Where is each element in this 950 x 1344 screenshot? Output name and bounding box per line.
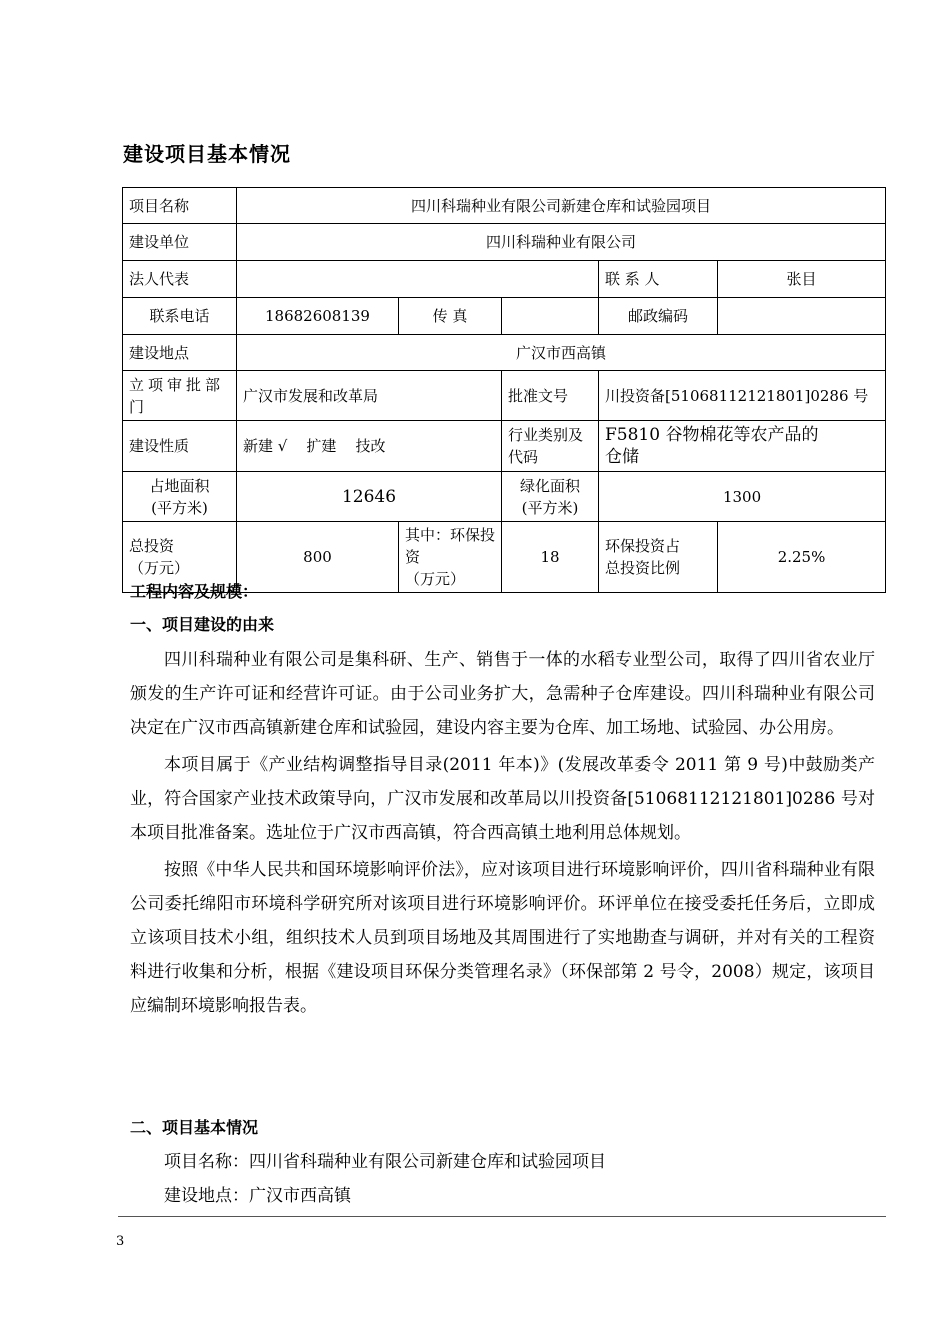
project-info-table	[122, 187, 886, 593]
phone-label: 联系电话	[123, 298, 237, 335]
env-invest-value: 18	[502, 522, 599, 593]
env-ratio-value: 2.25%	[718, 522, 886, 593]
fax-label: 传 真	[399, 298, 502, 335]
section-1-paragraph: 本项目属于《产业结构调整指导目录(2011 年本)》(发展改革委令 2011 第 9 号)中鼓励类产业，符合国家产业技术政策导向，广汉市发展和改革局以川投资备[51068112121801]0286 号对本项目批准备案。选址位于广汉市西高镇，符合西高镇土地利用总体规划。	[130, 755, 875, 843]
footer-divider	[118, 1216, 886, 1217]
section-1-paragraph: 按照《中华人民共和国环境影响评价法》，应对该项目进行环境影响评价，四川省科瑞种业有限公司委托绵阳市环境科学研究所对该项目进行环境影响评价。环评单位在接受委托任务后，立即成立该项目技术小组，组织技术人员到项目场地及其周围进行了实地勘查与调研，并对有关的工程资料进行收集和分析，根据《建设项目环保分类管理名录》（环保部第 2 号令，2008）规定，该项目应编制环境影响报告表。	[130, 860, 875, 1016]
total-invest-value: 800	[237, 522, 399, 593]
section-1-paragraph: 四川科瑞种业有限公司是集科研、生产、销售于一体的水稻专业型公司，取得了四川省农业厅颁发的生产许可证和经营许可证。由于公司业务扩大，急需种子仓库建设。四川科瑞种业有限公司决定在广汉市西高镇新建仓库和试验园，建设内容主要为仓库、加工场地、试验园、办公用房。	[130, 650, 875, 738]
nature-value: 新建 √ 扩建 技改	[237, 421, 502, 472]
legal-rep-label: 法人代表	[123, 261, 237, 298]
contact-value: 张目	[718, 261, 886, 298]
approval-dept-value: 广汉市发展和改革局	[237, 371, 502, 421]
green-area-value: 1300	[599, 472, 886, 522]
approval-no-value: 川投资备[51068112121801]0286 号	[599, 371, 886, 421]
nature-label: 建设性质	[123, 421, 237, 472]
page-number: 3	[116, 1234, 125, 1249]
page-title: 建设项目基本情况	[123, 142, 291, 166]
industry-value: F5810 谷物棉花等农产品的仓储	[599, 421, 886, 472]
total-invest-label: 总投资 （万元）	[123, 522, 237, 593]
section-1-body	[130, 643, 875, 1023]
approval-dept-label: 立项审批部门	[123, 371, 237, 421]
legal-rep-value	[237, 261, 599, 298]
green-area-label: 绿化面积 (平方米)	[502, 472, 599, 522]
env-invest-label: 其中：环保投资 （万元）	[399, 522, 502, 593]
unit-value: 四川科瑞种业有限公司	[237, 224, 886, 261]
section-1-heading: 一、项目建设的由来	[130, 615, 275, 634]
area-value: 12646	[237, 472, 502, 522]
postcode-label: 邮政编码	[599, 298, 718, 335]
env-ratio-label: 环保投资占 总投资比例	[599, 522, 718, 593]
postcode-value	[718, 298, 886, 335]
location-value: 广汉市西高镇	[237, 335, 886, 371]
area-label: 占地面积 (平方米)	[123, 472, 237, 522]
scope-heading: 工程内容及规模：	[130, 582, 259, 601]
industry-label: 行业类别及代码	[502, 421, 599, 472]
project-name-value: 四川科瑞种业有限公司新建仓库和试验园项目	[237, 188, 886, 224]
unit-label: 建设单位	[123, 224, 237, 261]
section-2-line: 建设地点：广汉市西高镇	[164, 1186, 351, 1206]
approval-no-label: 批准文号	[502, 371, 599, 421]
phone-value: 18682608139	[237, 298, 399, 335]
fax-value	[502, 298, 599, 335]
section-2-body	[130, 1145, 875, 1213]
section-2-line: 项目名称：四川省科瑞种业有限公司新建仓库和试验园项目	[164, 1152, 606, 1172]
project-name-label: 项目名称	[123, 188, 237, 224]
section-2-heading: 二、项目基本情况	[130, 1118, 259, 1137]
location-label: 建设地点	[123, 335, 237, 371]
contact-label: 联 系 人	[599, 261, 718, 298]
